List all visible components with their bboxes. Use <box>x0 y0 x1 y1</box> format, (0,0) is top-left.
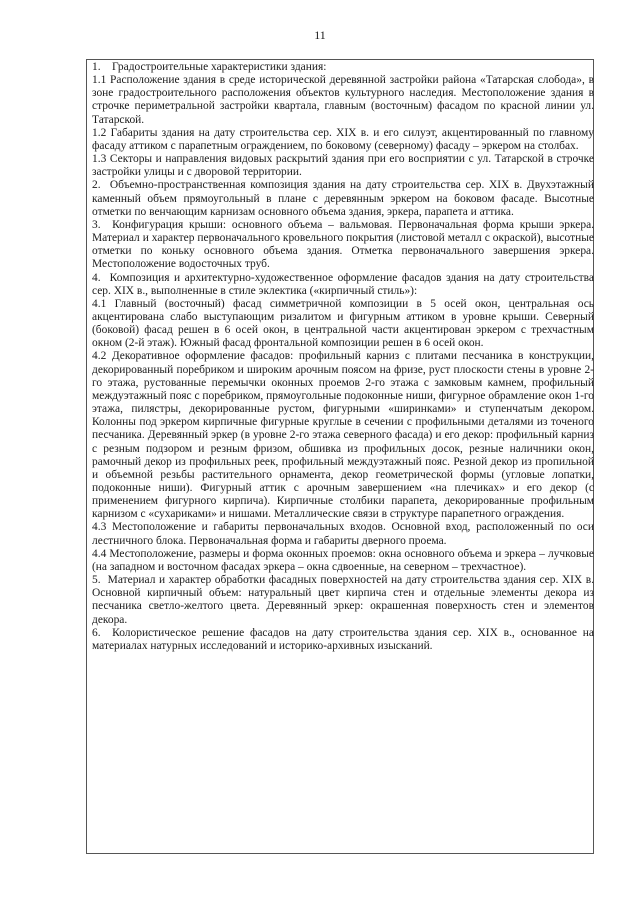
paragraph-1-1: 1.1 Расположение здания в среде исторической деревянной застройки района «Татарская слобода», в зоне градостроительного расположения объектов культурного наследия. Местоположение здания в строчке периметральной застройки квартала, главным (восточным) фасадом по красной линии ул. Татарской. <box>92 74 594 126</box>
page-number: 11 <box>314 28 326 42</box>
paragraph-2: 2. Объемно-пространственная композиция здания на дату строительства сер. XIX в. Двухэтажный каменный объем прямоугольный в плане с деревянным эркером на боковом фасаде. Высотные отметки по венчающим карнизам основного объема здания, эркера, парапета и аттика. <box>92 179 594 218</box>
paragraph-4-2: 4.2 Декоративное оформление фасадов: профильный карниз с плитами песчаника в конструкции, декорированный поребриком и широким арочным поясом на фризе, руст плоскости стены в уровне 2-го этажа, рустованные перемычки оконных проемов 2-го этажа с замковым камнем, профильный междуэтажный пояс с поребриком, прямоугольные подоконные ниши, фигурное обрамление окон 1-го этажа, пилястры, декорированные рустом, фигурными «ширинками» и ступенчатым декором. Колонны под эркером кирпичные фигурные круглые в сечении с профильными деталями из точеного песчаника. Деревянный эркер (в уровне 2-го этажа северного фасада) и его декор: профильный карниз с резным подзором и резным фризом, обшивка из профильных досок, резные наличники окон, рамочный декор из профильных реек, профильный междуэтажный пояс. Резной декор из пропильной и объемной резьбы растительного орнамента, декор геометрической формы (угловые лопатки, подоконные ниши). Фигурный аттик с арочным завершением «на плечиках» и его декор (с применением фигурного кирпича). Кирпичные столбики парапета, декорированные профильным карнизом с «сухариками» и нишами. Металлические связи в структуре парапетного ограждения. <box>92 350 594 521</box>
paragraph-4-1: 4.1 Главный (восточный) фасад симметричной композиции в 5 осей окон, центральная ось акцентирована слабо выступающим ризалитом и фигурным аттиком в уровне крыши. Северный (боковой) фасад решен в 6 осей окон, в центральной части акцентирован эркером с трехчастным окном (2-й этаж). Южный фасад фронтальной композиции решен в 6 осей окон. <box>92 297 594 350</box>
paragraph-4-3: 4.3 Местоположение и габариты первоначальных входов. Основной вход, расположенный по оси лестничного блока. Первоначальная форма и габариты дверного проема. <box>92 521 594 547</box>
paragraph-4-4: 4.4 Местоположение, размеры и форма оконных проемов: окна основного объема и эркера – лучковые (на западном и восточном фасадах эркера – окна сдвоенные, на северном – трехчастное). <box>92 547 594 573</box>
paragraph-4: 4. Композиция и архитектурно-художественное оформление фасадов здания на дату строительства сер. XIX в., выполненные в стиле эклектика («кирпичный стиль»): <box>92 271 594 297</box>
paragraph-3: 3. Конфигурация крыши: основного объема – вальмовая. Первоначальная форма крыши эркера. Материал и характер первоначального кровельного покрытия (листовой металл с окраской), высотные отметки по коньку основного объема здания. Отметка первоначального завершения эркера. Местоположение водосточных труб. <box>92 218 594 271</box>
document-body <box>92 61 594 653</box>
paragraph-5: 5. Материал и характер обработки фасадных поверхностей на дату строительства здания сер. XIX в. Основной кирпичный объем: натуральный цвет кирпича стен и отдельные элементы декора из песчаника светло-желтого цвета. Деревянный эркер: окрашенная поверхность стен и элементов декора. <box>92 574 594 626</box>
paragraph-1-2: 1.2 Габариты здания на дату строительства сер. XIX в. и его силуэт, акцентированный по главному фасаду аттиком с парапетным ограждением, по боковому (северному) фасаду – эркером на столбах. <box>92 126 594 152</box>
paragraph-1-3: 1.3 Секторы и направления видовых раскрытий здания при его восприятии с ул. Татарской в строчке застройки улицы и с дворовой территории. <box>92 153 594 179</box>
paragraph-6: 6. Колористическое решение фасадов на дату строительства здания сер. XIX в., основанное на материалах натурных исследований и историко-архивных изысканий. <box>92 626 594 652</box>
paragraph-1-heading: 1. Градостроительные характеристики здания: <box>92 61 327 73</box>
